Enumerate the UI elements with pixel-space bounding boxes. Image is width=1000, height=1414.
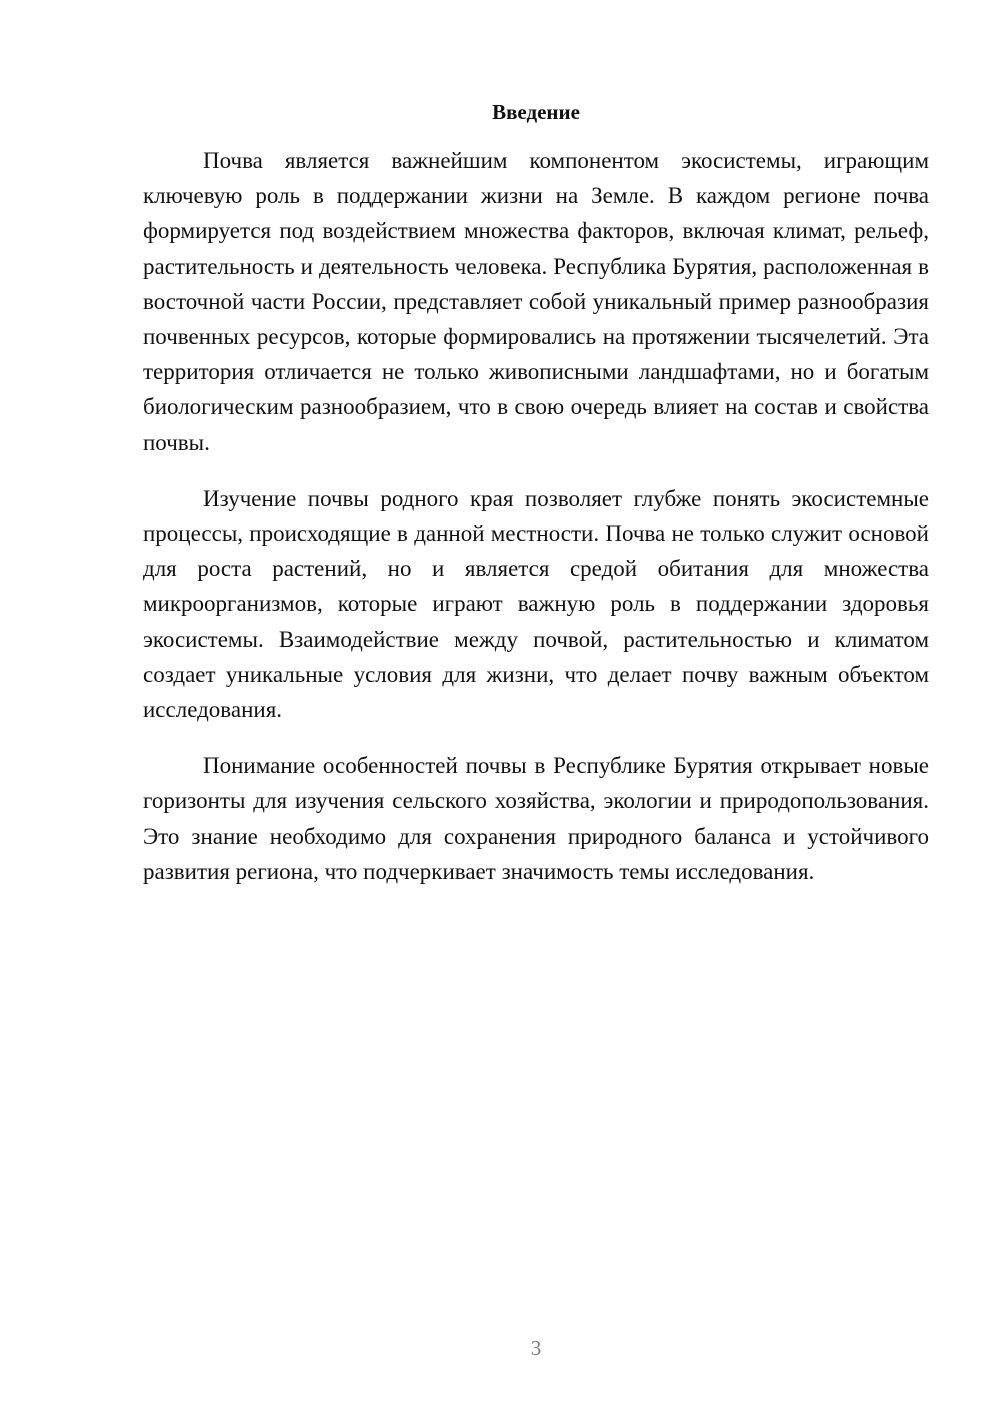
paragraph-1: Почва является важнейшим компонентом экосистемы, играющим ключевую роль в поддержании жизни на Земле. В каждом регионе почва формируется под воздействием множества факторов, включая климат, рельеф, растительность и деятельность человека. Республика Бурятия, расположенная в восточной части России, представляет собой уникальный пример разнообразия почвенных ресурсов, которые формировались на протяжении тысячелетий. Эта территория отличается не только живописными ландшафтами, но и богатым биологическим разнообразием, что в свою очередь влияет на состав и свойства почвы. [143,148,929,455]
body-text [143,143,929,889]
section-heading: Введение [492,100,580,124]
page-number: 3 [530,1336,542,1360]
paragraph-3: Понимание особенностей почвы в Республике Бурятия открывает новые горизонты для изучения сельского хозяйства, экологии и природопользования. Это знание необходимо для сохранения природного баланса и устойчивого развития региона, что подчеркивает значимость темы исследования. [143,753,929,884]
paragraph-2: Изучение почвы родного края позволяет глубже понять экосистемные процессы, происходящие в данной местности. Почва не только служит основой для роста растений, но и является средой обитания для множества микроорганизмов, которые играют важную роль в поддержании здоровья экосистемы. Взаимодействие между почвой, растительностью и климатом создает уникальные условия для жизни, что делает почву важным объектом исследования. [143,485,929,723]
